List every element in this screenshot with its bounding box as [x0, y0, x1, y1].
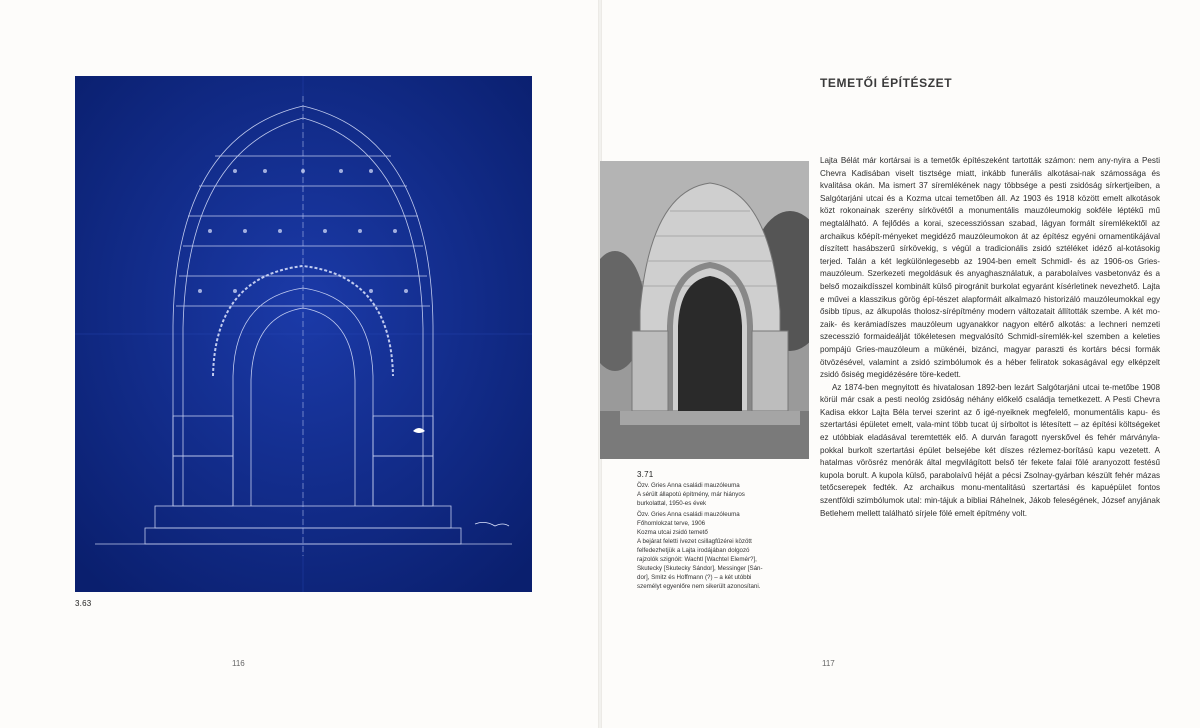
- blueprint-caption-line: rajzolók szignóit: Wachtl [Wachtel Elemér?],: [637, 556, 757, 563]
- blueprint-caption-line: Skutecky [Skutecky Sándor], Messinger [Sán-: [637, 565, 763, 572]
- blueprint-drawing: [75, 76, 532, 592]
- page-number-right: 117: [822, 659, 835, 668]
- blueprint-caption: [637, 510, 813, 591]
- figure-number-photo: 3.71: [637, 470, 654, 479]
- body-paragraph: Lajta Bélát már kortársai is a temetők építészeként tartották számon: nem any-nyira a Pesti Chevra Kadisában viselt tisztsége miatt, inkább funerális alkotásai-nak számossága és kvalitása okán. Ma ismert 37 síremlékének nagy többsége a pesti zsidóság sírkertjeiben, a Salgótarjáni utcai és a Kozma utcai temetőben áll. Az 1903 és 1918 között emelt alkotások közt rokonainak szerény sírkövétől a monumentális mauzóleumokig sokféle léptékű mű megtalálható. A fejlődés a korai, szecesszióssan szabad, lágyan formált síremlékektől az archaikus kőépít-ményeket megidéző mauzóleumokon át az építész egyéni ornamentikájával díszített hasábszerű sírkövekig, s végül a tradicionális zsidó sztéléket idéző al-kotásokig terjed. Talán a két legkülönlegesebb az 1904-ben emelt Schmidl- és az 1906-os Gries-mauzóleum. Szerkezeti megoldásuk és anyaghasználatuk, a parabolaíves vasbetonváz és a belső mozaikdísszel kombinált külső pirogránit burkolat egyaránt kísérletinek nevezhető. Lajta e művei a klasszikus görög épí-tészet alapformáit alkalmazó historizáló mauzóleumokkal egy ősibb típus, az álkupolás tholosz-sírépítmény modern változatait állították szembe. A két mo-zaik- és kerámiadíszes mauzóleum ugyanakkor nagyon eltérő alkotás: a lechneri nemzeti szecesszió formaideálját tökéletesen megvalósító Schmidl-síremlék-kel szemben a keleties pompájú Gries-mauzóleum a mükénéi, bizánci, magyar paraszti és kortárs bécsi formák ötvözésével, valamint a zsidó szimbólumok és a héber feliratok sokaságával egy elképzelt zsidó ősiség megidézésére töre-kedett.: [820, 156, 1160, 380]
- photo-caption-line: burkolattal, 1950-es évek: [637, 500, 707, 507]
- photo-caption-line: Özv. Gries Anna családi mauzóleuma: [637, 482, 740, 489]
- blueprint-caption-line: dor], Smitz és Hoffmann (?) – a két utóbbi: [637, 574, 752, 581]
- blueprint-image: [75, 76, 532, 592]
- blueprint-caption-line: Özv. Gries Anna családi mauzóleuma: [637, 511, 740, 518]
- blueprint-caption-line: Főhomlokzat terve, 1906: [637, 520, 706, 527]
- blueprint-caption-line: Kozma utcai zsidó temető: [637, 529, 708, 536]
- photo-caption: [637, 481, 813, 508]
- body-text: [820, 155, 1160, 520]
- section-heading: TEMETŐI ÉPÍTÉSZET: [820, 76, 953, 90]
- blueprint-caption-line: A bejárat feletti ívezet csillagfűzérei között: [637, 538, 752, 545]
- figure-number-left: 3.63: [75, 599, 92, 608]
- page-number-left: 116: [232, 659, 245, 668]
- blueprint-caption-line: felfedezhetjük a Lajta irodájában dolgozó: [637, 547, 750, 554]
- mausoleum-photo-drawing: [600, 161, 809, 459]
- mausoleum-photo: [600, 161, 809, 459]
- blueprint-caption-line: személyt egyenlőre nem sikerült azonosítani.: [637, 583, 761, 590]
- body-paragraph: Az 1874-ben megnyitott és hivatalosan 1892-ben lezárt Salgótarjáni utcai te-metőbe 1908 körül már csak a pesti neológ zsidóság néhány előkelő családja temetkezett. A Pesti Chevra Kadisa ekkor Lajta Béla tervei szerint az ő igé-nyeiknek megfelelő, monumentális kapu- és szertartási épületet emelt, vala-mint több tucat új sírboltot is létesített – az építési költségeket ez utóbbiak eladásával teremtették elő. A durván faragott nyerskővel és fehér márványla-pokkal burkolt szertartási épület belsejébe két díszes rézlemez-borítású kapu vezetett. A hatalmas vörösréz menórák által megvilágított belső tér fekete falai fölé aranyozott festésű kupola borult. A kupola külső, parabolaívű héját a pécsi Zsolnay-gyárban készült fehér mázas tetőcserepek fedték. Az archaikus monu-mentalitású szertartási és kapuépület fontos szentföldi szimbólumok utal: min-tájuk a bibliai Ráhelnek, Jákob feleségének, József anyjának Betlehem mellett található sírjele fölé emelt építmény volt.: [820, 382, 1160, 518]
- photo-caption-line: A sérült állapotú építmény, már hiányos: [637, 491, 745, 498]
